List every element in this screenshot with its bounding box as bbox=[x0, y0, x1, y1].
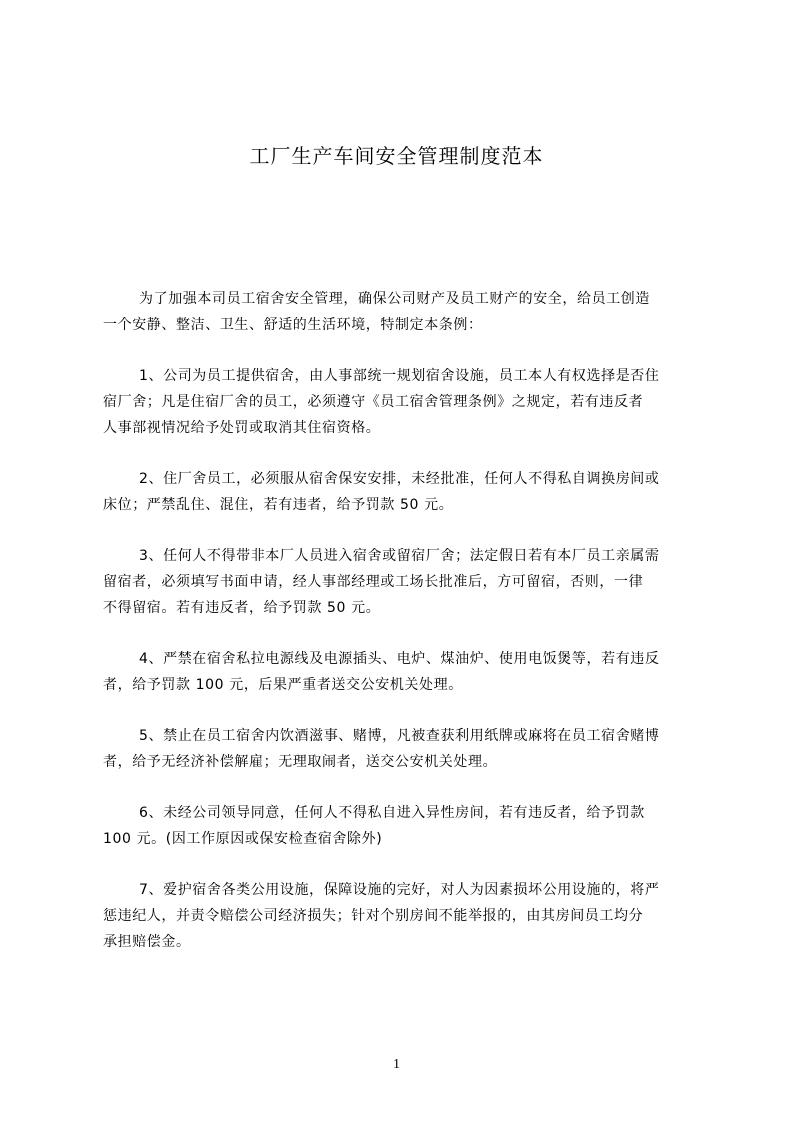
paragraph-line: 6、未经公司领导同意，任何人不得私自进入异性房间，若有违反者，给予罚款 bbox=[139, 805, 645, 821]
paragraph-line: 3、任何人不得带非本厂人员进入宿舍或留宿厂舍；法定假日若有本厂员工亲属需 bbox=[139, 548, 660, 564]
paragraph-line: 者，给予罚款 100 元，后果严重者送交公安机关处理。 bbox=[103, 677, 463, 693]
paragraph-rule-2 bbox=[103, 466, 713, 518]
paragraph-line: 7、爱护宿舍各类公用设施，保障设施的完好，对人为因素损坏公用设施的，将严 bbox=[139, 882, 660, 898]
paragraph-line: 人事部视情况给予处罚或取消其住宿资格。 bbox=[103, 420, 381, 436]
paragraph-rule-7 bbox=[103, 877, 713, 955]
paragraph-line: 惩违纪人，并责令赔偿公司经济损失；针对个别房间不能举报的，由其房间员工均分 bbox=[103, 908, 644, 924]
paragraph-rule-3 bbox=[103, 543, 713, 621]
document-title: 工厂生产车间安全管理制度范本 bbox=[249, 144, 544, 168]
paragraph-line: 5、禁止在员工宿舍内饮酒滋事、赌博，凡被查获利用纸牌或麻将在员工宿舍赌博 bbox=[139, 728, 660, 744]
document-body bbox=[103, 286, 713, 980]
paragraph-line: 1、公司为员工提供宿舍，由人事部统一规划宿舍设施，员工本人有权选择是否住 bbox=[139, 368, 660, 384]
paragraph-line: 一个安静、整洁、卫生、舒适的生活环境，特制定本条例： bbox=[103, 317, 483, 333]
page-number: 1 bbox=[393, 1057, 400, 1072]
paragraph-rule-4 bbox=[103, 646, 713, 698]
paragraph-line: 为了加强本司员工宿舍安全管理，确保公司财产及员工财产的安全，给员工创造 bbox=[139, 291, 650, 307]
paragraph-line: 4、严禁在宿舍私拉电源线及电源插头、电炉、煤油炉、使用电饭煲等，若有违反 bbox=[139, 651, 660, 667]
paragraph-line: 2、住厂舍员工，必须服从宿舍保安安排，未经批准，任何人不得私自调换房间或 bbox=[139, 471, 660, 487]
paragraph-line: 宿厂舍；凡是住宿厂舍的员工，必须遵守《员工宿舍管理条例》之规定，若有违反者 bbox=[103, 394, 644, 410]
paragraph-line: 100 元。(因工作原因或保安检查宿舍除外) bbox=[103, 831, 383, 847]
paragraph-line: 不得留宿。若有违反者，给予罚款 50 元。 bbox=[103, 600, 381, 616]
paragraph-line: 承担赔偿金。 bbox=[103, 934, 191, 950]
paragraph-rule-5 bbox=[103, 723, 713, 775]
paragraph-rule-6 bbox=[103, 800, 713, 852]
paragraph-line: 者，给予无经济补偿解雇；无理取闹者，送交公安机关处理。 bbox=[103, 754, 498, 770]
paragraph-rule-1 bbox=[103, 363, 713, 441]
paragraph-intro bbox=[103, 286, 713, 338]
paragraph-line: 留宿者，必须填写书面申请，经人事部经理或工场长批准后，方可留宿，否则，一律 bbox=[103, 574, 644, 590]
paragraph-line: 床位；严禁乱住、混住，若有违者，给予罚款 50 元。 bbox=[103, 497, 454, 513]
